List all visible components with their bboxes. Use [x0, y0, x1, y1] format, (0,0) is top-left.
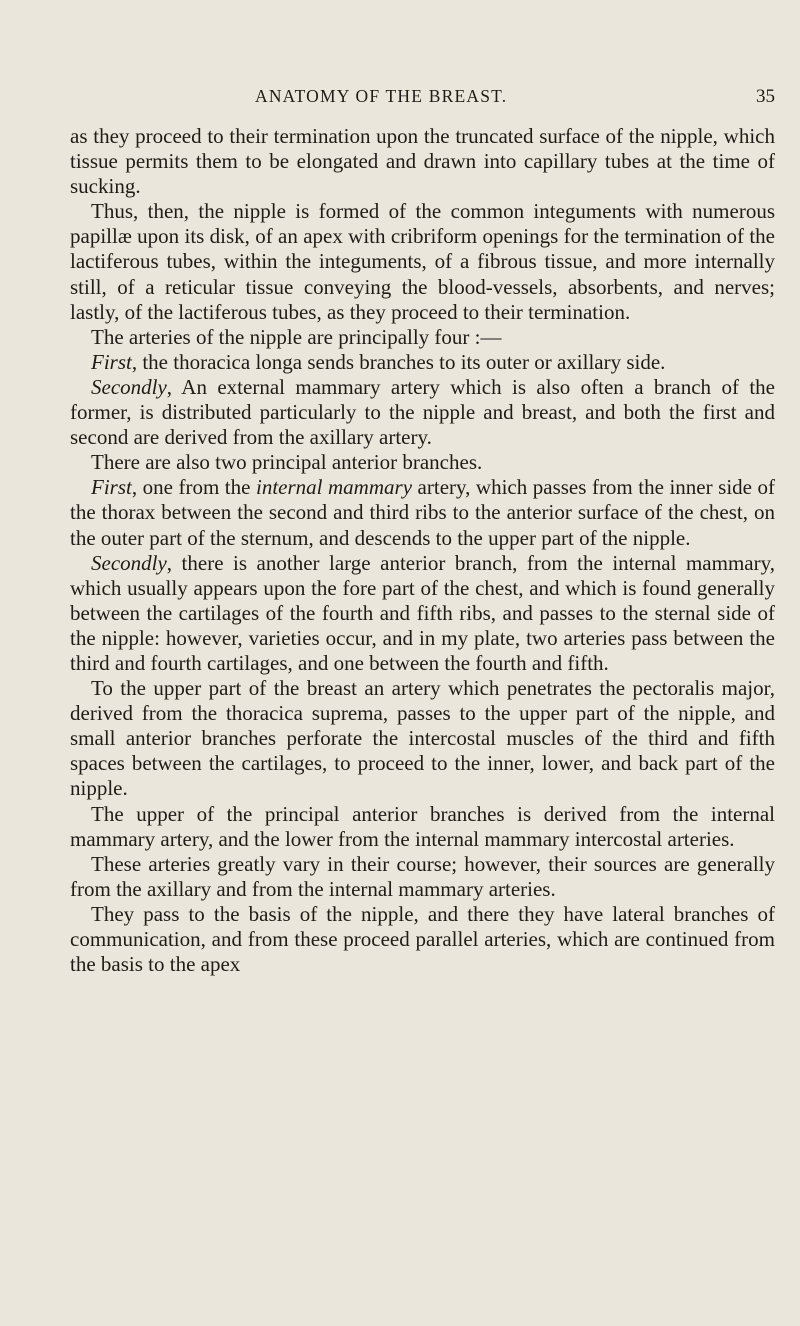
running-head: [255, 86, 775, 112]
paragraph: [70, 551, 775, 676]
paragraph: [70, 902, 775, 977]
paragraph: [70, 375, 775, 450]
italic-text: Secondly: [91, 374, 167, 399]
text-run: The upper of the principal anterior branches is derived from the internal mammary artery, and the lower from the internal mammary intercostal arteries.: [70, 801, 775, 851]
text-run: There are also two principal anterior branches.: [91, 450, 483, 475]
paragraph: [70, 350, 775, 375]
text-run: as they proceed to their termination upon the truncated surface of the nipple, which tissue permits them to be elongated and drawn into capillary tubes at the time of sucking.: [70, 124, 775, 199]
text-run: , there is another large anterior branch, from the internal mammary, which usually appears upon the fore part of the chest, and which is found generally between the cartilages of the fourth and fifth ribs, and passes to the sternal side of the nipple: however, varieties occur, and in my plate, two arteries pass between the third and fourth cartilages, and one between the fourth and fifth.: [70, 550, 775, 675]
italic-text: First: [91, 349, 132, 374]
running-title: ANATOMY OF THE BREAST.: [255, 86, 508, 106]
paragraph: [70, 852, 775, 902]
paragraph: [70, 325, 775, 350]
paragraph: [70, 124, 775, 199]
page-number: 35: [756, 86, 775, 107]
text-run: , one from the: [131, 475, 256, 500]
text-run: These arteries greatly vary in their course; however, their sources are generally from the axillary and from the internal mammary arteries.: [70, 851, 775, 901]
paragraph: [70, 676, 775, 801]
italic-text: internal mammary: [256, 475, 413, 500]
text-run: , the thoracica longa sends branches to its outer or axillary side.: [131, 349, 666, 374]
text-run: They pass to the basis of the nipple, and there they have lateral branches of communication, and from these proceed parallel arteries, which are continued from the basis to the apex: [70, 901, 775, 977]
text-run: Thus, then, the nipple is formed of the common integuments with numerous papillæ upon its disk, of an apex with cribriform openings for the termination of the lactiferous tubes, within the integuments, of a fibrous tissue, and more internally still, of a reticular tissue conveying the blood-vessels, absorbents, and nerves; lastly, of the lactiferous tubes, as they proceed to their termination.: [70, 199, 775, 324]
text-run: , An external mammary artery which is also often a branch of the former, is distributed particularly to the nipple and breast, and both the first and second are derived from the axillary artery.: [70, 374, 775, 450]
body-text: [70, 124, 775, 977]
paragraph: [70, 450, 775, 475]
paragraph: [70, 802, 775, 852]
text-run: artery, which passes from the inner side of the thorax between the second and third ribs to the anterior surface of the chest, on the outer part of the sternum, and descends to the upper part of the nipple.: [70, 475, 775, 550]
paragraph: [70, 199, 775, 324]
text-run: The arteries of the nipple are principally four :—: [91, 324, 502, 349]
paragraph: [70, 475, 775, 550]
italic-text: Secondly: [91, 550, 167, 575]
italic-text: First: [91, 475, 132, 500]
text-run: To the upper part of the breast an artery which penetrates the pectoralis major, derived from the thoracica suprema, passes to the upper part of the nipple, and small anterior branches perforate the intercostal muscles of the third and fifth spaces between the cartilages, to proceed to the inner, lower, and back part of the nipple.: [70, 676, 775, 801]
